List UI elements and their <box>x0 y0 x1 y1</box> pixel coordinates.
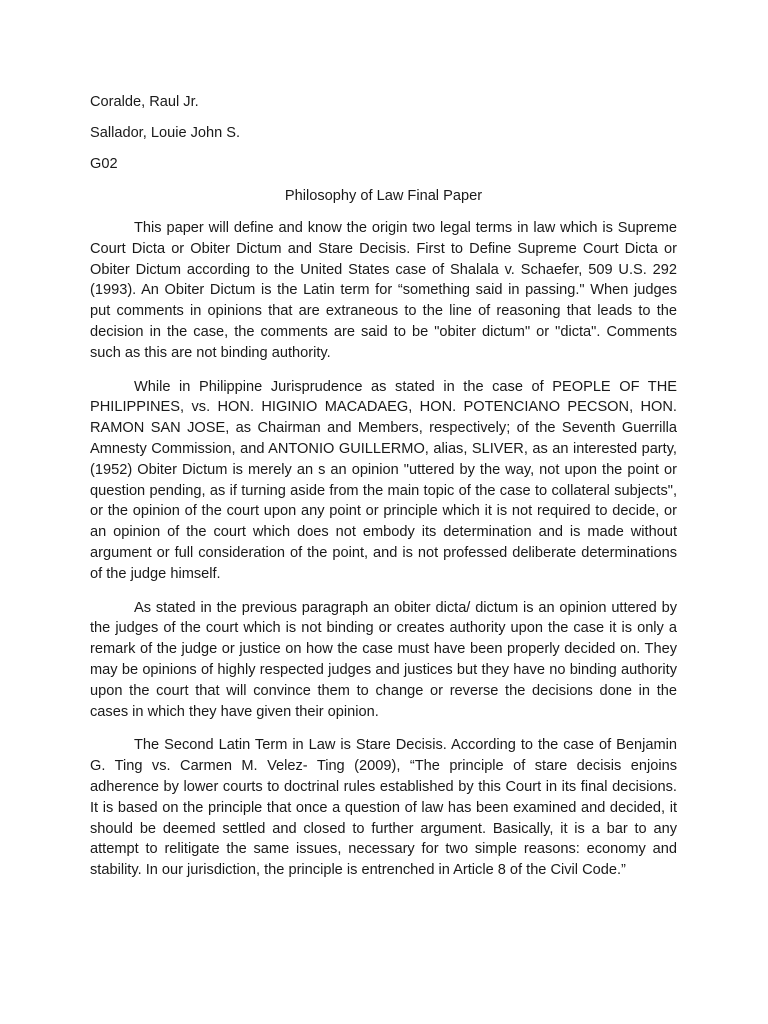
paragraph-list <box>90 218 677 894</box>
paragraph-1: This paper will define and know the origin two legal terms in law which is Supreme Court Dicta or Obiter Dictum and Stare Decisis. First to Define Supreme Court Dicta or Obiter Dictum according to the United States case of Shalala v. Schaefer, 509 U.S. 292 (1993). An Obiter Dictum is the Latin term for “something said in passing." When judges put comments in opinions that are extraneous to the line of reasoning that leads to the decision in the case, the comments are said to be "obiter dictum" or "dicta". Comments such as this are not binding authority. <box>90 220 677 361</box>
paragraph-3: As stated in the previous paragraph an obiter dicta/ dictum is an opinion uttered by the judges of the court which is not binding or creates authority upon the case it is only a remark of the judge or justice on how the case must have been properly decided on. They may be opinions of highly respected judges and justices but they have no binding authority upon the court that will convince them to change or reverse the decisions done in the cases in which they have given their opinion. <box>90 599 677 720</box>
author-name-1: Coralde, Raul Jr. <box>90 94 199 110</box>
author-name-2: Sallador, Louie John S. <box>90 125 241 141</box>
paragraph-4: The Second Latin Term in Law is Stare Decisis. According to the case of Benjamin G. Ting vs. Carmen M. Velez- Ting (2009), “The principle of stare decisis enjoins adherence by lower courts to doctrinal rules established by this Court in its final decisions. It is based on the principle that once a question of law has been examined and decided, it should be deemed settled and closed to further argument. Basically, it is a bar to any attempt to relitigate the same issues, necessary for two simple reasons: economy and stability. In our jurisdiction, the principle is entrenched in Article 8 of the Civil Code.” <box>90 737 677 879</box>
paragraph-2: While in Philippine Jurisprudence as stated in the case of PEOPLE OF THE PHILIPPINES, vs. HON. HIGINIO MACADAEG, HON. POTENCIANO PECSON, HON. RAMON SAN JOSE, as Chairman and Members, respectively; of the Seventh Guerrilla Amnesty Commission, and ANTONIO GUILLERMO, alias, SLIVER, as an interested party, (1952) Obiter Dictum is merely an s an opinion "uttered by the way, not upon the point or question pending, as if turning aside from the main topic of the case to collateral subjects", or the opinion of the court upon any point or principle which it is not required to decide, or an opinion of the court which does not embody its determination and is made without argument or full consideration of the point, and is not professed deliberate determinations of the judge himself. <box>90 378 677 582</box>
section-code: G02 <box>90 156 118 172</box>
paper-title: Philosophy of Law Final Paper <box>284 188 483 204</box>
